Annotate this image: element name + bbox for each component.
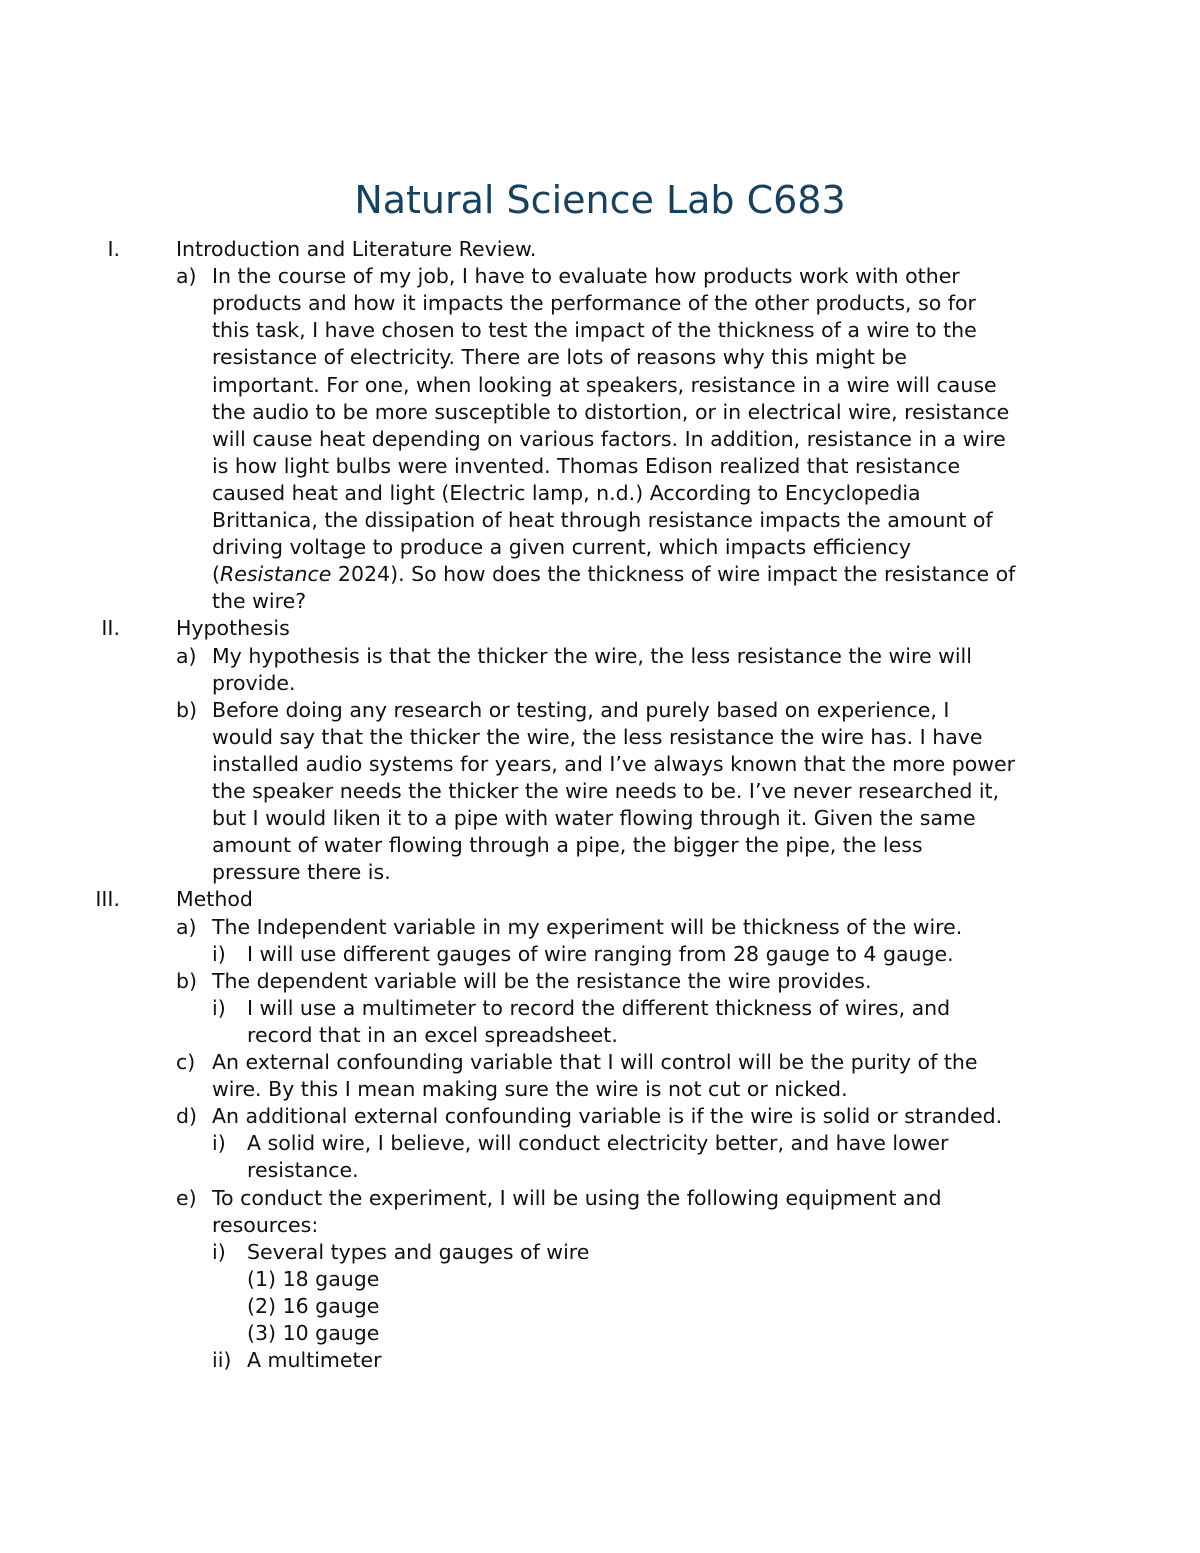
paragraph-line: the wire? xyxy=(212,589,307,614)
subsublist-item xyxy=(247,1320,379,1347)
list-marker: c) xyxy=(176,1050,196,1074)
paragraph-line: An additional external confounding variable is if the wire is solid or stranded. xyxy=(212,1104,1003,1129)
paragraph-line: important. For one, when looking at speakers, resistance in a wire will cause xyxy=(212,372,997,397)
sublist-marker: i) xyxy=(212,941,226,966)
paragraph-line: wire. By this I mean making sure the wire is not cut or nicked. xyxy=(212,1077,848,1102)
subsublist-text: 18 gauge xyxy=(282,1266,380,1291)
sublist-line: A solid wire, I believe, will conduct electricity better, and have lower xyxy=(247,1131,949,1156)
section-number: I. xyxy=(107,237,120,261)
paragraph-line: Before doing any research or testing, and purely based on experience, I xyxy=(212,697,950,722)
citation-open: ( xyxy=(212,562,220,587)
section-heading: Hypothesis xyxy=(176,616,290,641)
subsublist-marker: (1) xyxy=(247,1266,277,1291)
list-marker: b) xyxy=(176,968,198,993)
list-marker: a) xyxy=(176,264,197,289)
sublist-marker: i) xyxy=(212,995,226,1020)
sublist-line: record that in an excel spreadsheet. xyxy=(247,1022,618,1047)
paragraph-line: In the course of my job, I have to evaluate how products work with other xyxy=(212,264,960,289)
paragraph-line: this task, I have chosen to test the impact of the thickness of a wire to the xyxy=(212,318,977,343)
section-heading: Introduction and Literature Review. xyxy=(176,237,537,261)
paragraph-line: the speaker needs the thicker the wire needs to be. I’ve never researched it, xyxy=(212,779,1000,803)
sublist-line: A multimeter xyxy=(247,1348,382,1373)
citation-rest: 2024). So how does the thickness of wire impact the resistance of xyxy=(331,562,1016,587)
paragraph-line: resistance of electricity. There are lots of reasons why this might be xyxy=(212,345,907,370)
list-marker: a) xyxy=(176,643,197,668)
sublist-line: I will use different gauges of wire ranging from 28 gauge to 4 gauge. xyxy=(247,941,954,966)
list-marker: a) xyxy=(176,914,197,939)
paragraph-line: products and how it impacts the performance of the other products, so for xyxy=(212,291,976,316)
paragraph-line: Brittanica, the dissipation of heat through resistance impacts the amount of xyxy=(212,508,993,532)
paragraph-line: resources: xyxy=(212,1212,319,1237)
section-heading: Method xyxy=(176,887,253,912)
list-marker: d) xyxy=(176,1104,198,1129)
section-number: III. xyxy=(95,887,120,912)
sublist-marker: i) xyxy=(212,1131,226,1156)
subsublist-text: 16 gauge xyxy=(282,1293,380,1318)
citation-title: Resistance xyxy=(220,562,332,587)
sublist-marker: i) xyxy=(212,1239,226,1264)
subsublist-item xyxy=(247,1266,379,1293)
paragraph-line: The Independent variable in my experiment will be thickness of the wire. xyxy=(212,914,963,939)
paragraph-line: To conduct the experiment, I will be using the following equipment and xyxy=(212,1185,942,1210)
paragraph-line xyxy=(212,561,1015,588)
section-number: II. xyxy=(101,616,120,641)
subsublist-marker: (3) xyxy=(247,1321,277,1345)
paragraph-line: will cause heat depending on various factors. In addition, resistance in a wire xyxy=(212,426,1006,451)
paragraph-line: provide. xyxy=(212,670,296,695)
page-title: Natural Science Lab C683 xyxy=(354,178,846,222)
paragraph-line: caused heat and light (Electric lamp, n.d.) According to Encyclopedia xyxy=(212,480,921,505)
paragraph-line: amount of water flowing through a pipe, the bigger the pipe, the less xyxy=(212,833,923,858)
sublist-marker: ii) xyxy=(212,1348,232,1373)
subsublist-item xyxy=(247,1293,379,1320)
sublist-line: I will use a multimeter to record the different thickness of wires, and xyxy=(247,995,951,1020)
sublist-line: resistance. xyxy=(247,1158,359,1183)
paragraph-line: driving voltage to produce a given current, which impacts efficiency xyxy=(212,535,912,560)
sublist-line: Several types and gauges of wire xyxy=(247,1239,590,1264)
subsublist-marker: (2) xyxy=(247,1293,277,1318)
paragraph-line: is how light bulbs were invented. Thomas Edison realized that resistance xyxy=(212,453,961,478)
paragraph-line: installed audio systems for years, and I’ve always known that the more power xyxy=(212,751,1016,776)
paragraph-line: would say that the thicker the wire, the less resistance the wire has. I have xyxy=(212,724,983,749)
list-marker: b) xyxy=(176,697,198,722)
paragraph-line: The dependent variable will be the resistance the wire provides. xyxy=(212,968,872,993)
paragraph-line: the audio to be more susceptible to distortion, or in electrical wire, resistance xyxy=(212,399,1010,424)
list-marker: e) xyxy=(176,1185,197,1210)
paragraph-line: An external confounding variable that I will control will be the purity of the xyxy=(212,1050,978,1074)
subsublist-text: 10 gauge xyxy=(282,1321,380,1345)
paragraph-line: but I would liken it to a pipe with water flowing through it. Given the same xyxy=(212,806,976,831)
paragraph-line: My hypothesis is that the thicker the wire, the less resistance the wire will xyxy=(212,643,972,668)
paragraph-line: pressure there is. xyxy=(212,860,391,885)
